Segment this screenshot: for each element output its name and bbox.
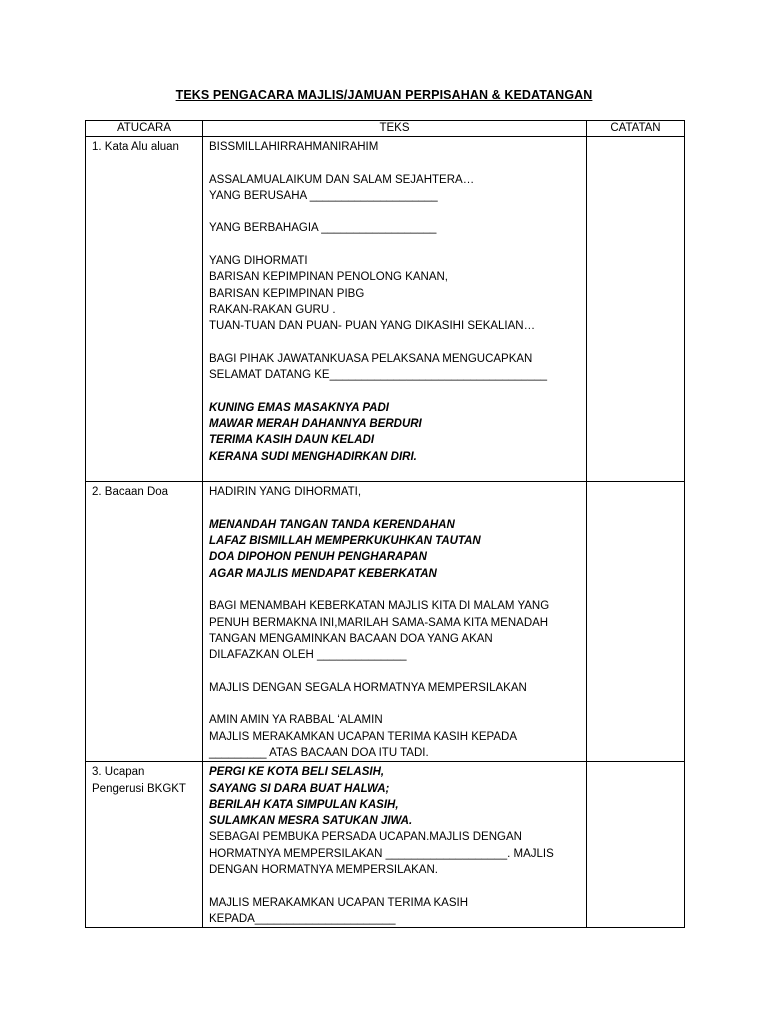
- teks-line: KEPADA______________________: [209, 912, 396, 925]
- teks-line: BARISAN KEPIMPINAN PENOLONG KANAN,: [209, 271, 449, 284]
- teks-line: SELAMAT DATANG KE__________________________________: [209, 369, 548, 382]
- pantun-line: TERIMA KASIH DAUN KELADI: [209, 434, 375, 447]
- teks-cell: [203, 137, 587, 482]
- teks-line: RAKAN-RAKAN GURU .: [209, 303, 336, 316]
- teks-line: HORMATNYA MEMPERSILAKAN ___________________. MAJLIS: [209, 847, 554, 860]
- teks-line: BISSMILLAHIRRAHMANIRAHIM: [209, 141, 379, 153]
- pantun-line: SAYANG SI DARA BUAT HALWA;: [209, 782, 390, 795]
- teks-line: TANGAN MENGAMINKAN BACAAN DOA YANG AKAN: [209, 632, 493, 645]
- atucara-label: Pengerusi BKGKT: [92, 782, 186, 795]
- header-atucara: ATUCARA: [86, 121, 203, 137]
- teks-line: AMIN AMIN YA RABBAL ‘ALAMIN: [209, 714, 383, 727]
- pantun-line: BERILAH KATA SIMPULAN KASIH,: [209, 798, 399, 811]
- teks-line: BARISAN KEPIMPINAN PIBG: [209, 287, 365, 300]
- atucara-label: 3. Ucapan: [92, 766, 145, 779]
- teks-line: YANG DIHORMATI: [209, 255, 308, 268]
- catatan-cell: [587, 762, 685, 928]
- header-catatan: CATATAN: [587, 121, 685, 137]
- blank-line: [209, 465, 582, 481]
- atucara-cell: [86, 137, 203, 482]
- teks-line: _________ ATAS BACAAN DOA ITU TADI.: [209, 746, 429, 759]
- teks-cell: [203, 482, 587, 762]
- blank-line: [209, 582, 582, 598]
- blank-line: [209, 237, 582, 253]
- atucara-label: 1. Kata Alu aluan: [92, 141, 179, 153]
- table-row: [86, 762, 685, 928]
- pantun-line: LAFAZ BISMILLAH MEMPERKUKUHKAN TAUTAN: [209, 535, 481, 548]
- blank-line: [209, 878, 582, 894]
- document-title: TEKS PENGACARA MAJLIS/JAMUAN PERPISAHAN & KEDATANGAN: [175, 88, 593, 102]
- teks-line: SEBAGAI PEMBUKA PERSADA UCAPAN.MAJLIS DENGAN: [209, 831, 522, 844]
- catatan-cell: [587, 482, 685, 762]
- teks-line: BAGI PIHAK JAWATANKUASA PELAKSANA MENGUCAPKAN: [209, 352, 533, 365]
- teks-line: MAJLIS MERAKAMKAN UCAPAN TERIMA KASIH KEPADA: [209, 730, 518, 743]
- teks-line: HADIRIN YANG DIHORMATI,: [209, 486, 362, 499]
- table-row: [86, 137, 685, 482]
- pantun-line: PERGI KE KOTA BELI SELASIH,: [209, 766, 385, 779]
- teks-line: YANG BERUSAHA ____________________: [209, 189, 438, 202]
- header-teks: TEKS: [203, 121, 587, 137]
- teks-line: MAJLIS MERAKAMKAN UCAPAN TERIMA KASIH: [209, 896, 469, 909]
- teks-line: TUAN-TUAN DAN PUAN- PUAN YANG DIKASIHI SEKALIAN…: [209, 320, 536, 333]
- catatan-cell: [587, 137, 685, 482]
- pantun-line: KERANA SUDI MENGHADIRKAN DIRI.: [209, 450, 417, 463]
- table-row: [86, 482, 685, 762]
- pantun-line: KUNING EMAS MASAKNYA PADI: [209, 401, 389, 414]
- pantun-line: MENANDAH TANGAN TANDA KERENDAHAN: [209, 518, 455, 531]
- blank-line: [209, 696, 582, 712]
- teks-line: MAJLIS DENGAN SEGALA HORMATNYA MEMPERSILAKAN: [209, 681, 527, 694]
- atucara-label: 2. Bacaan Doa: [92, 486, 169, 499]
- teks-line: PENUH BERMAKNA INI,MARILAH SAMA-SAMA KITA MENADAH: [209, 616, 549, 629]
- blank-line: [209, 155, 582, 171]
- blank-line: [209, 204, 582, 220]
- pantun-line: SULAMKAN MESRA SATUKAN JIWA.: [209, 815, 413, 828]
- table-header-row: [86, 121, 685, 137]
- teks-line: ASSALAMUALAIKUM DAN SALAM SEJAHTERA…: [209, 173, 475, 186]
- teks-line: YANG BERBAHAGIA __________________: [209, 222, 437, 235]
- pantun-line: DOA DIPOHON PENUH PENGHARAPAN: [209, 551, 427, 564]
- teks-line: BAGI MENAMBAH KEBERKATAN MAJLIS KITA DI MALAM YANG: [209, 600, 550, 613]
- teks-line: DENGAN HORMATNYA MEMPERSILAKAN.: [209, 864, 438, 877]
- blank-line: [209, 501, 582, 517]
- teks-line: DILAFAZKAN OLEH ______________: [209, 649, 407, 662]
- blank-line: [209, 335, 582, 351]
- atucara-cell: [86, 762, 203, 928]
- atucara-cell: [86, 482, 203, 762]
- pantun-line: MAWAR MERAH DAHANNYA BERDURI: [209, 418, 422, 431]
- pantun-line: AGAR MAJLIS MENDAPAT KEBERKATAN: [209, 567, 437, 580]
- blank-line: [209, 664, 582, 680]
- teks-cell: [203, 762, 587, 928]
- blank-line: [209, 383, 582, 399]
- program-table: [85, 120, 685, 928]
